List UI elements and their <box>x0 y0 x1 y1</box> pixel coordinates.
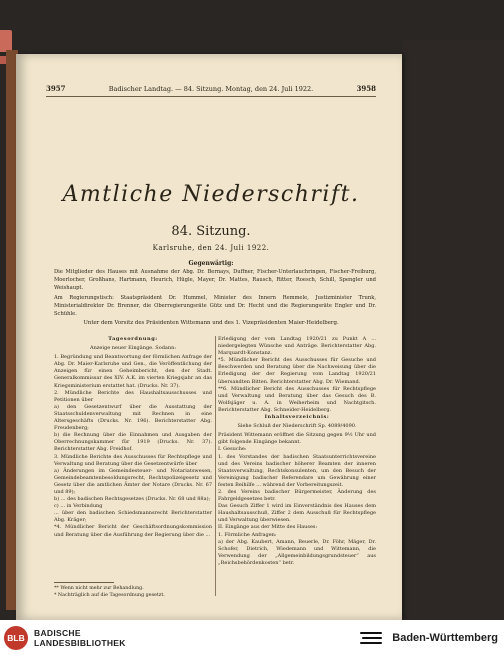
agenda-item: a) Änderungen im Gemeindesteuer- und Notariatswesen, Gemeindebeamtenbesoldungsrecht, Rechtspolizeigesetz und Gesetz über die amtlichen Ämter der Notare (Drucks. Nr. 67 und 89); <box>54 467 212 495</box>
minutes-paragraph: I. Gesuche: <box>218 446 247 453</box>
agenda-continuation: **6. Mündlicher Bericht des Ausschusses für Rechtspflege und Verwaltung und Beratung über das Gesuch des B. Wolfsjäger u. A. in Weiherheim und Nachtgitsch. Berichterstatter Abg. Schneider-Heidelberg. <box>218 385 376 413</box>
bw-lions-icon <box>358 629 386 647</box>
footnote: * Nachträglich auf die Tagesordnung gesetzt. <box>54 592 165 598</box>
document-title: Amtliche Niederschrift. <box>62 182 360 207</box>
left-column <box>54 336 212 539</box>
blb-line2: LANDESBIBLIOTHEK <box>34 638 126 648</box>
page-number-right: 3958 <box>356 84 376 93</box>
agenda-item: b) ... des badischen Rechtsgesetzes (Drucks. Nr. 68 und 88a); <box>54 496 211 503</box>
session-heading: 84. Sitzung. <box>171 224 251 239</box>
agenda-item: 1. Begründung und Beantwortung der förmlichen Anfrage der Abg. Dr. Maier-Karlsruhe und Gen., die Veröffentlichung der Anzeigen für einen Geheimbericht, den der Stadt. Generalkommissar des XIV. A.K. im vierten Kriegsjahr an das Kriegsministerium erstattet hat. (Drucks. Nr. 37). <box>54 354 212 389</box>
running-header <box>46 84 376 93</box>
agenda-item: *4. Mündlicher Bericht der Geschäftsordnungskommission und Beratung über die Ausführung der Regierung über die ... <box>54 524 212 538</box>
blb-logo[interactable] <box>4 626 126 650</box>
agenda-heading: Tagesordnung: <box>108 336 158 342</box>
present-government: Am Regierungstisch: Staatspräsident Dr. Hummel, Minister des Innern Remmele, Justizminister Trunk, Ministerialdirektor Dr. Brenner, die Oberregierungsräte Gütz und Dr. Hecht und die Regierungsräte Engler und Dr. Schühle. <box>54 295 376 317</box>
bookmark-tab <box>0 30 12 52</box>
agenda-item: a) den Gesetzentwurf über die Ausstattung der Staatsschuldenverwaltung mit Rechnen in eine Altersgeschäfts (Drucks. Nr. 196). Berichterstatter Abg. Freudenberg; <box>54 403 212 432</box>
minutes-paragraph: a) der Abg. Kaubert, Amann, Beuerle, Dr. Föhr, Mäger, Dr. Schofer, Dietrich, Wiedemann und Wittemann, die Verwendung der „Allgemeinbildungsgrundsteuer“ aus „Reichsbehördenkosten“ betr. <box>218 538 376 566</box>
footnote: ** Wenn nicht mehr zur Behandlung. <box>54 586 144 591</box>
agenda-subheading: Anzeige neuer Eingänge. Sodann: <box>89 345 177 352</box>
agenda-continuation: *5. Mündlicher Bericht des Ausschusses für Gesuche und Beschwerden und Beratung über die Nachweisung über die Erledigung der der Regierung vom Landtag 1920/21 übersandten Bitten. Berichterstatter Abg. Dr. Wiemand. <box>218 357 376 385</box>
agenda-continuation: Erledigung der vom Landtag 1920/21 zu Punkt A ... niedergelegten Wünsche und Anträge. Berichterstatter Abg. Marquardt-Konstanz. <box>218 336 376 357</box>
minutes-paragraph: 1. des Vorstandes der badischen Staatsunterrichtsvereine und des Vereins badischer höherer Beamten der inneren Staatsverwaltung, Rechtskonsulenten, um den Besuch der Vereinigung badischer Referendare um Gewährung einer festen Beihilfe ... während der Vorbereitungszeit. <box>218 453 376 488</box>
contents-heading: Inhaltsverzeichnis: <box>264 414 330 421</box>
present-members: Die Mitglieder des Hauses mit Ausnahme der Abg. Dr. Bernays, Duffner, Fischer-Unterlauchringen, Fischer-Freiburg, Moerlocher, Großhans, Hartmann, Heurich, Hügle, Mayer, Dr. Mattes, Rausch, Ritter, Roesch, Schill, Spengler und Weishaupt. <box>54 269 376 291</box>
bw-name: Baden-Württemberg <box>392 632 498 644</box>
minutes-paragraph: 2. des Vereins badischer Bürgermeister, Änderung des Fahrgeldgesetzes betr. <box>218 488 376 503</box>
page-number-left: 3957 <box>46 84 66 93</box>
agenda-item: 3. Mündliche Berichte des Ausschusses für Rechtspflege und Verwaltung und Beratung über die Gesetzentwürfe über <box>54 453 212 467</box>
running-title: Badischer Landtag. — 84. Sitzung. Montag, den 24. Juli 1922. <box>108 84 314 93</box>
contents-reference: Siehe Schluß der Niederschrift Sp. 4089/4090. <box>237 423 357 430</box>
agenda-item: c) ... in Verbindung <box>54 503 103 510</box>
viewer-footer <box>0 620 504 656</box>
footnote-rule <box>54 582 114 583</box>
chair-line: Unter dem Vorsitz des Präsidenten Wittemann und des 1. Vizepräsidenten Maier-Heidelberg. <box>83 320 339 326</box>
agenda-item: 2. Mündliche Berichte des Haushaltsausschusses und Petitionen über <box>54 389 212 403</box>
minutes-paragraph: II. Eingänge aus der Mitte des Hauses: <box>218 524 318 531</box>
session-date: Karlsruhe, den 24. Juli 1922. <box>152 244 270 252</box>
minutes-paragraph: Präsident Wittemann eröffnet die Sitzung gegen 9½ Uhr und gibt folgende Eingänge bekannt. <box>218 432 376 446</box>
minutes-paragraph: 1. Förmliche Anfragen: <box>218 531 277 538</box>
blb-badge-icon: BLB <box>4 626 28 650</box>
present-heading: Gegenwärtig: <box>188 260 234 267</box>
header-rule <box>46 96 376 97</box>
footnotes <box>54 586 212 599</box>
blb-line1: BADISCHE <box>34 628 81 638</box>
minutes-paragraph: Das Gesuch Ziffer 1 wird im Einverständnis des Hauses dem Haushaltsausschuß, Ziffer 2 dem Ausschuß für Rechtspflege und Verwaltung überwiesen. <box>218 503 376 524</box>
blb-name <box>34 628 126 648</box>
bw-logo[interactable] <box>358 629 498 647</box>
agenda-item: ... über den badischen Schiedsmannsrecht Berichterstatter Abg. Kräger; <box>54 510 212 524</box>
document-page <box>16 54 402 620</box>
right-column <box>218 336 376 567</box>
agenda-item: b) die Rechnung über die Einnahmen und Ausgaben der Oberrechnungskammer für 1919 (Drucks. Nr. 37). Berichterstatter Abg. Freidhof. <box>54 432 212 453</box>
scan-background <box>402 40 504 620</box>
column-divider <box>215 336 216 596</box>
